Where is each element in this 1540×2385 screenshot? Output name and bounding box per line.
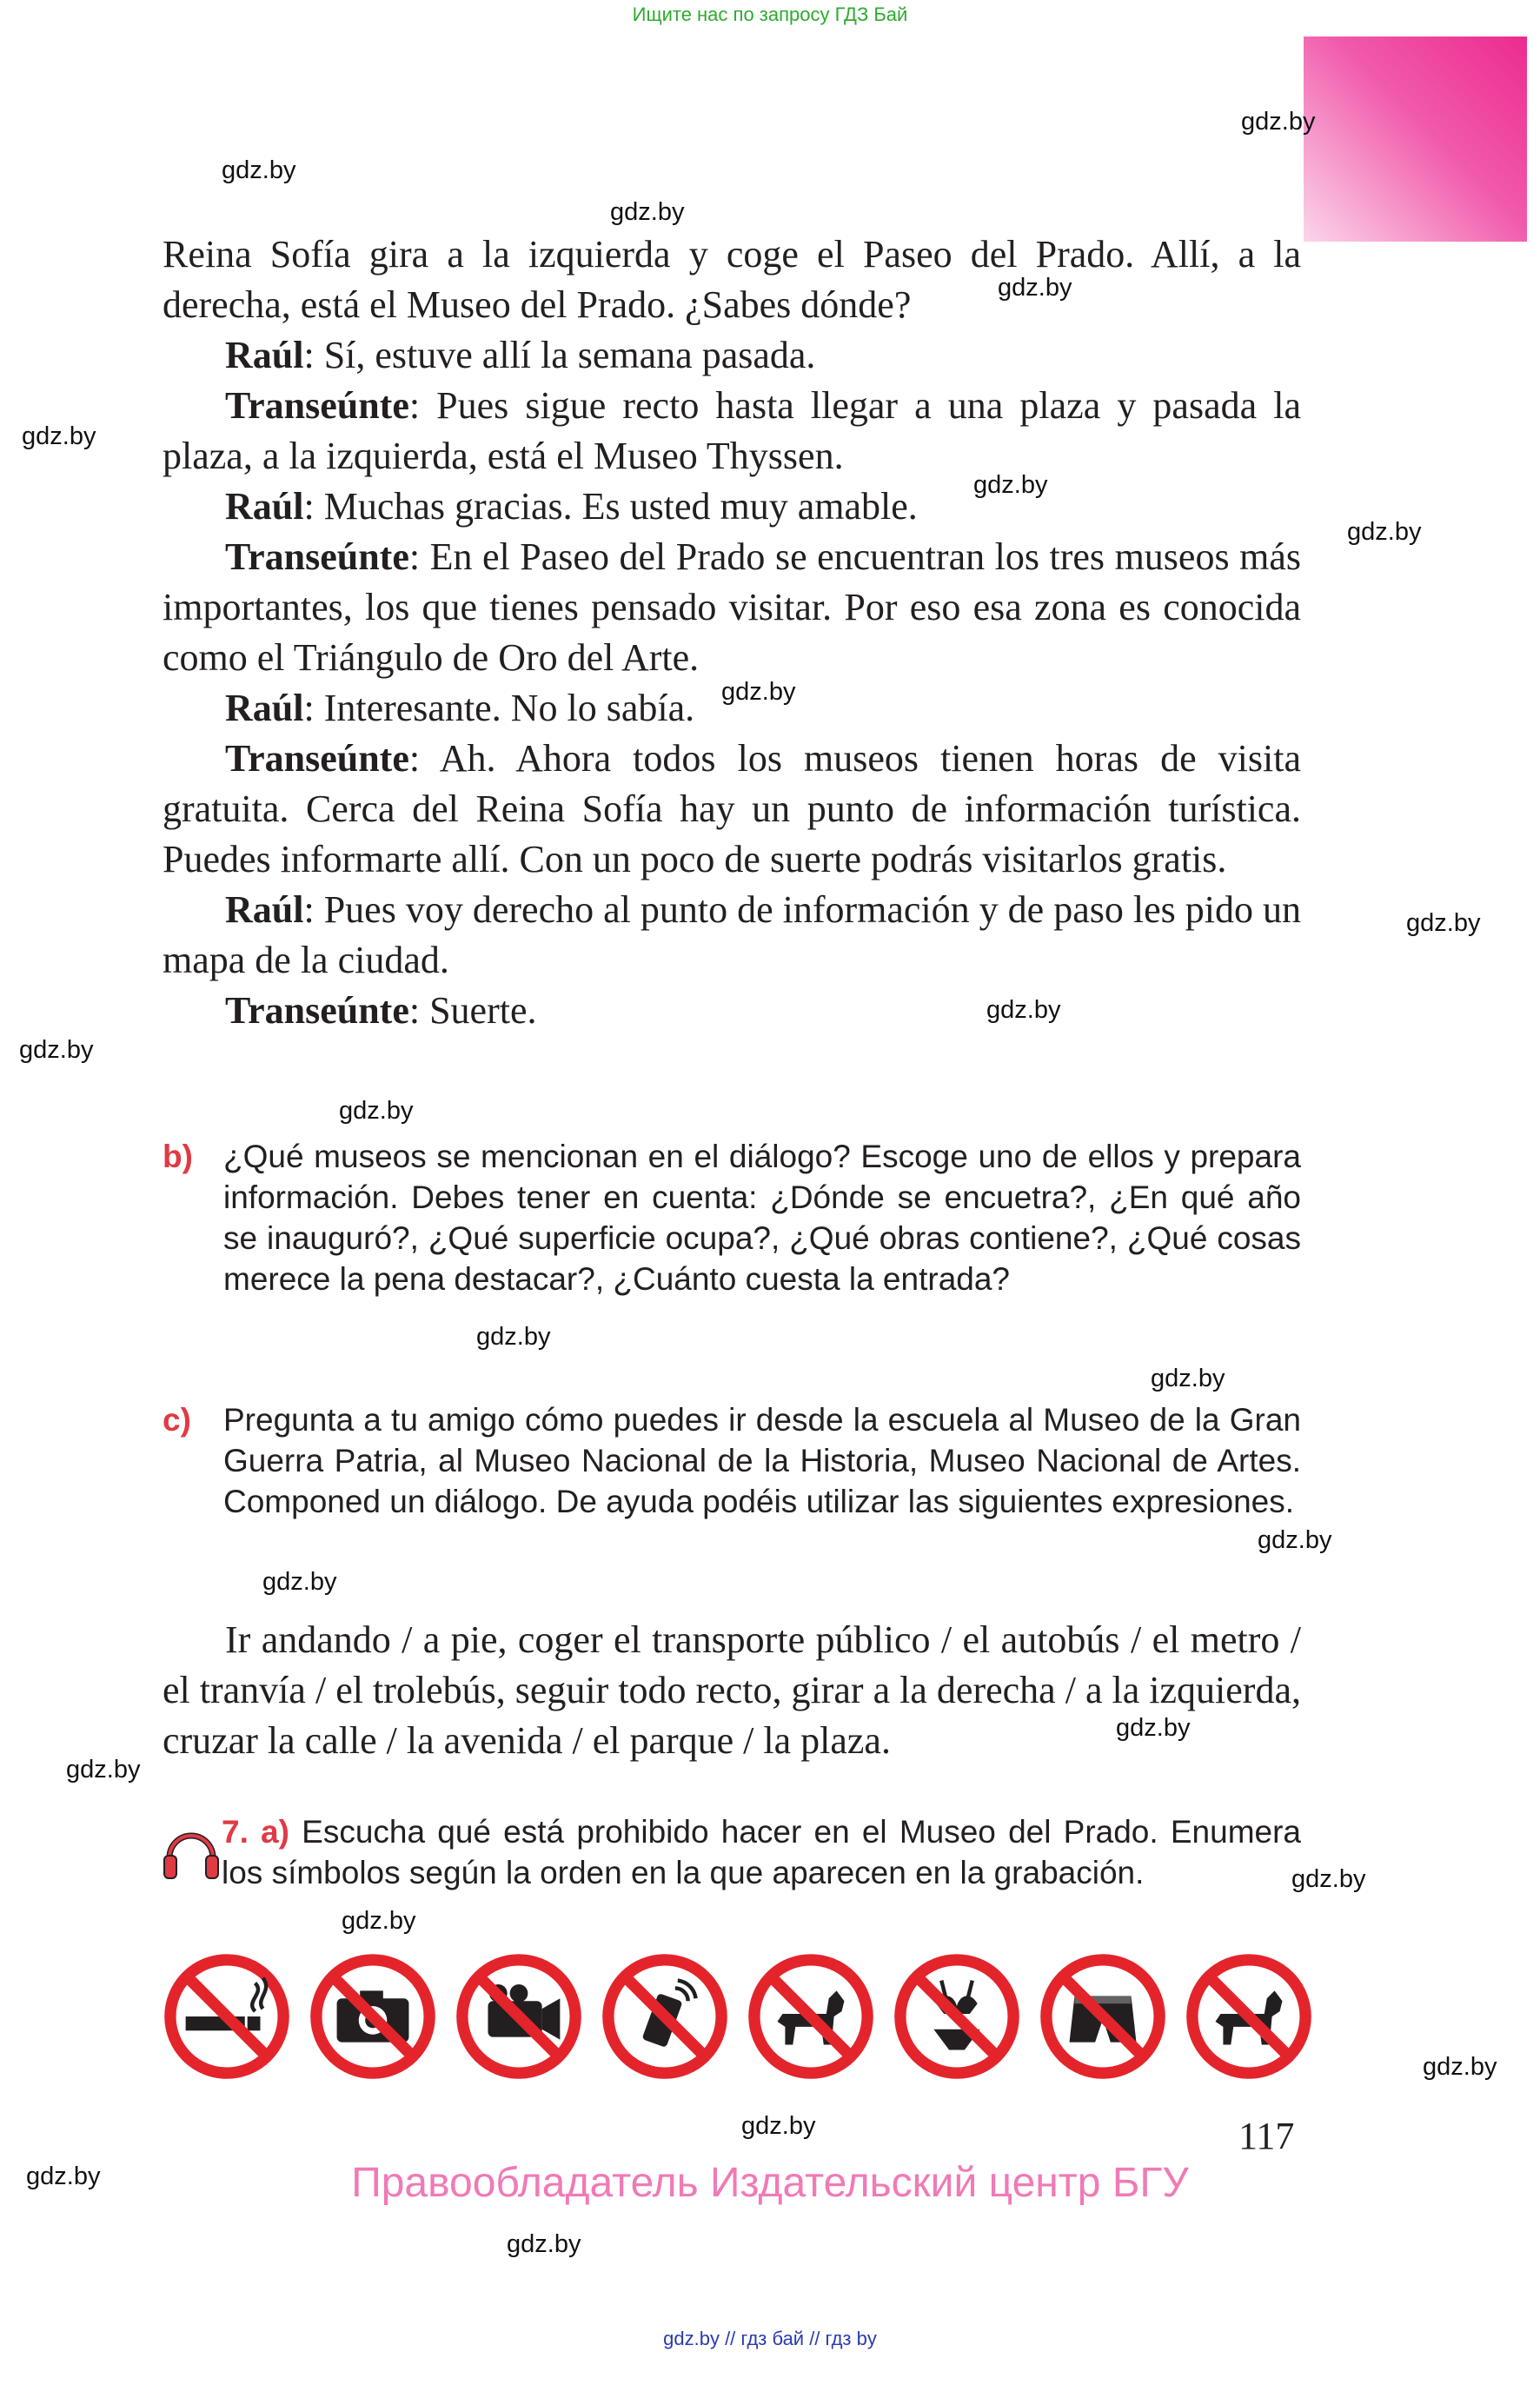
watermark: gdz.by bbox=[339, 1097, 414, 1125]
watermark: gdz.by bbox=[1241, 108, 1316, 136]
expressions bbox=[163, 1615, 1301, 1766]
no-dogs-icon bbox=[747, 1952, 875, 2081]
speaker: Transeúnte bbox=[225, 989, 409, 1032]
dialogue-line: Transeúnte: Suerte. bbox=[225, 989, 537, 1032]
speaker: Raúl bbox=[225, 687, 304, 729]
watermark: gdz.by bbox=[721, 678, 796, 706]
speaker: Transeúnte bbox=[225, 384, 409, 427]
watermark: gdz.by bbox=[262, 1568, 337, 1596]
watermark: gdz.by bbox=[1406, 909, 1481, 937]
watermark: gdz.by bbox=[1347, 518, 1422, 546]
watermark: gdz.by bbox=[1258, 1526, 1332, 1554]
no-swimsuit-icon bbox=[893, 1952, 1021, 2081]
top-note: Ищите нас по запросу ГДЗ Бай bbox=[632, 3, 908, 25]
headphones-icon bbox=[161, 1823, 222, 1883]
no-shorts-icon bbox=[1039, 1952, 1167, 2081]
task-label: 7. a) bbox=[222, 1814, 289, 1850]
watermark: gdz.by bbox=[973, 471, 1048, 499]
no-photo-camera-icon bbox=[309, 1952, 437, 2081]
watermark: gdz.by bbox=[998, 274, 1072, 302]
watermark: gdz.by bbox=[610, 198, 685, 226]
dialogue-line: Transeúnte: Pues sigue recto hasta llegar a una plaza y pasada la plaza, a la izquierda, está el Museo Thyssen. bbox=[163, 384, 1301, 477]
dialogue-line: Raúl: Pues voy derecho al punto de información y de paso les pido un mapa de la ciudad. bbox=[163, 888, 1301, 981]
watermark: gdz.by bbox=[1151, 1365, 1225, 1392]
watermark: gdz.by bbox=[1116, 1714, 1191, 1742]
dialogue-line: Reina Sofía gira a la izquierda y coge el Paseo del Prado. Allí, a la derecha, está el Museo del Prado. ¿Sabes dónde? bbox=[163, 233, 1301, 326]
watermark: gdz.by bbox=[342, 1907, 416, 1935]
no-mobile-phone-icon bbox=[601, 1952, 729, 2081]
dialogue bbox=[163, 229, 1301, 1036]
speaker: Transeúnte bbox=[225, 535, 409, 578]
task-label: c) bbox=[163, 1402, 191, 1438]
task-text: Escucha qué está prohibido hacer en el Museo del Prado. Enumera los símbolos según la orden en la que aparecen en la grabación. bbox=[222, 1814, 1301, 1890]
speaker: Raúl bbox=[225, 888, 304, 931]
watermark: gdz.by bbox=[19, 1036, 94, 1064]
watermark: gdz.by bbox=[1423, 2053, 1497, 2081]
task-c bbox=[163, 1399, 1301, 1522]
watermark: gdz.by bbox=[22, 422, 96, 450]
dialogue-line: Transeúnte: Ah. Ahora todos los museos tienen horas de visita gratuita. Cerca del Reina Sofía hay un punto de información turística. Puedes informarte allí. Con un poco de suerte podrás visitarlos gratis. bbox=[163, 737, 1301, 880]
watermark: gdz.by bbox=[66, 1756, 141, 1784]
no-dogs-icon bbox=[1185, 1952, 1313, 2081]
dialogue-line: Raúl: Interesante. No lo sabía. bbox=[225, 687, 695, 729]
expressions-text: Ir andando / a pie, coger el transporte público / el autobús / el metro / el tranvía / el trolebús, seguir todo recto, girar a la derecha / a la izquierda, cruzar la calle / la avenida / el parque / la plaza. bbox=[163, 1618, 1301, 1762]
task-text: Pregunta a tu amigo cómo puedes ir desde la escuela al Museo de la Gran Guerra Patria, al Museo Nacional de la Historia, Museo Nacional de Artes. Componed un diálogo. De ayuda podéis utilizar las siguientes expresiones. bbox=[223, 1402, 1301, 1519]
watermark: gdz.by bbox=[222, 156, 296, 184]
watermark: gdz.by bbox=[741, 2112, 816, 2140]
no-smoking-icon bbox=[163, 1952, 291, 2081]
speaker: Raúl bbox=[225, 485, 304, 528]
dialogue-line: Raúl: Muchas gracias. Es usted muy amable. bbox=[225, 485, 918, 528]
footer-links[interactable]: gdz.by // гдз бай // гдз by bbox=[663, 2328, 877, 2349]
task-text: ¿Qué museos se mencionan en el diálogo? Escoge uno de ellos y prepara información. Debes tener en cuenta: ¿Dónde se encuetra?, ¿En qué año se inauguró?, ¿Qué superficie ocupa?, ¿Qué obras contiene?, ¿Qué cosas merece la pena destacar?, ¿Cuánto cuesta la entrada? bbox=[223, 1139, 1301, 1297]
watermark: gdz.by bbox=[476, 1323, 551, 1351]
speaker: Raúl bbox=[225, 334, 304, 376]
no-video-camera-icon bbox=[455, 1952, 583, 2081]
watermark: gdz.by bbox=[507, 2230, 581, 2258]
task-7 bbox=[222, 1811, 1301, 1893]
task-b bbox=[163, 1136, 1301, 1299]
rights-holder: Правообладатель Издательский центр БГУ bbox=[351, 2160, 1189, 2206]
dialogue-line: Transeúnte: En el Paseo del Prado se encuentran los tres museos más importantes, los que tienes pensado visitar. Por eso esa zona es conocida como el Triángulo de Oro del Arte. bbox=[163, 535, 1301, 679]
task-label: b) bbox=[163, 1139, 193, 1174]
speaker: Transeúnte bbox=[225, 737, 409, 780]
watermark: gdz.by bbox=[986, 996, 1061, 1024]
dialogue-line: Raúl: Sí, estuve allí la semana pasada. bbox=[225, 334, 816, 376]
corner-decoration bbox=[1304, 37, 1527, 242]
page-number: 117 bbox=[1238, 2115, 1295, 2157]
watermark: gdz.by bbox=[1291, 1865, 1366, 1893]
watermark: gdz.by bbox=[26, 2162, 101, 2190]
